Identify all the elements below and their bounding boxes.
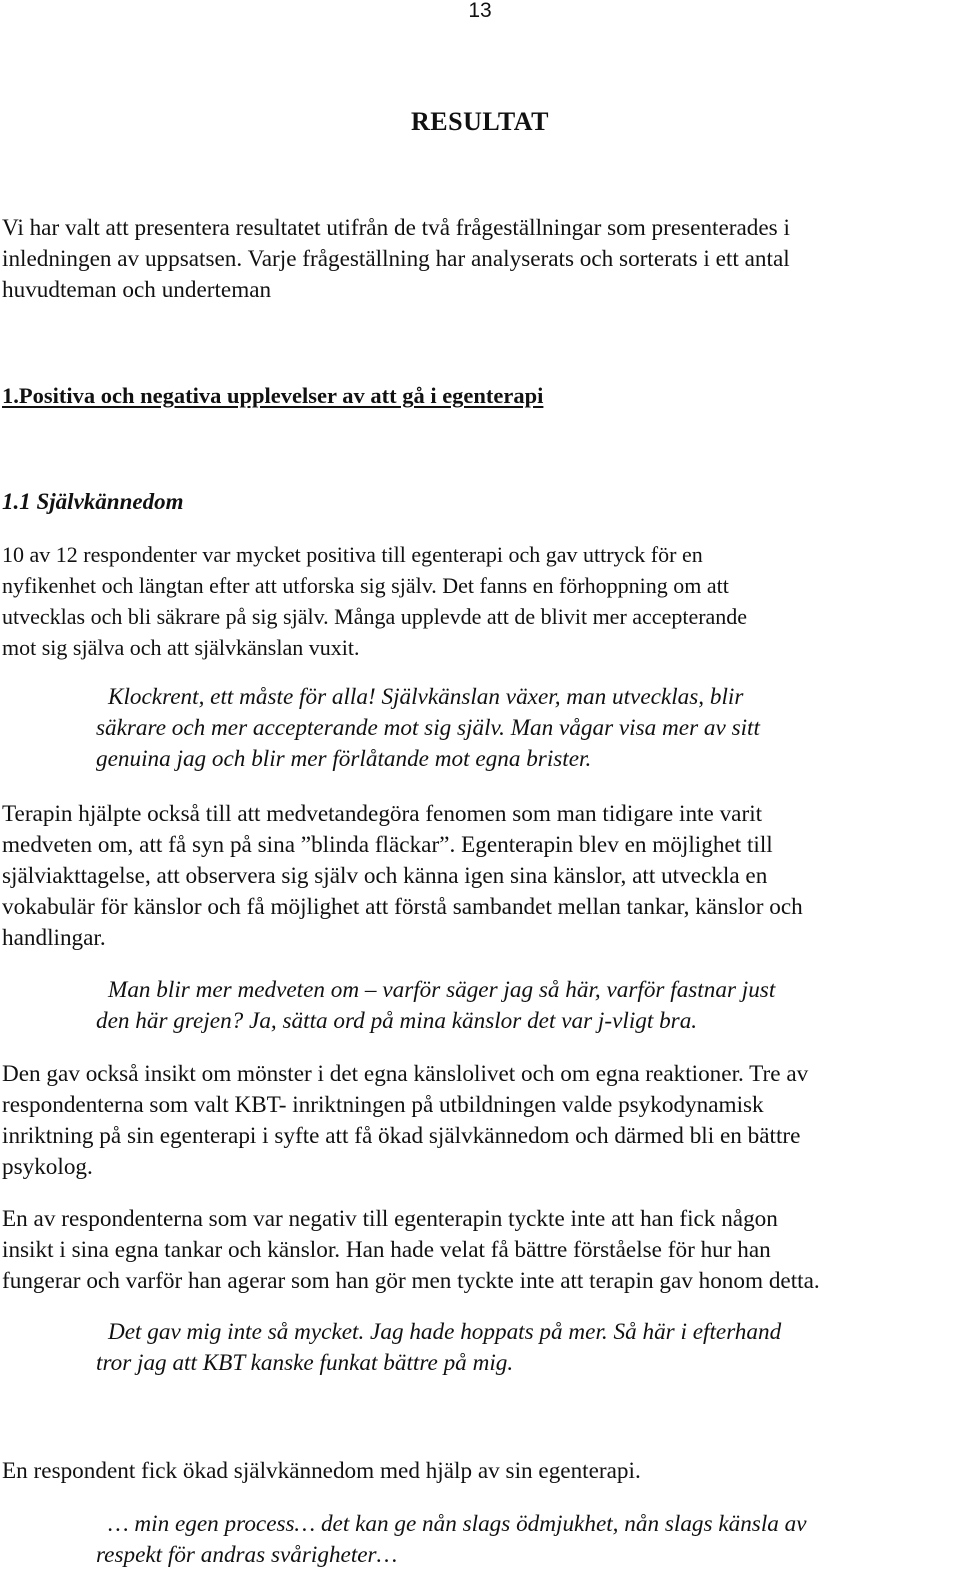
subsection-heading: 1.1 Självkännedom xyxy=(2,489,184,514)
paragraph-5 xyxy=(2,1456,952,1487)
section-heading: 1.Positiva och negativa upplevelser av att gå i egenterapi xyxy=(2,383,544,408)
quote-line: Det gav mig inte så mycket. Jag hade hoppats på mer. Så här i efterhand xyxy=(108,1319,782,1345)
paragraph-4 xyxy=(2,1204,952,1297)
intro-paragraph xyxy=(2,213,952,306)
quote-3 xyxy=(96,1317,946,1379)
paragraph-line: En av respondenterna som var negativ till egenterapin tyckte inte att han fick någon xyxy=(2,1206,778,1232)
paragraph-line: nyfikenhet och längtan efter att utforska sig själv. Det fanns en förhoppning om att xyxy=(2,573,729,598)
paragraph-line: psykolog. xyxy=(2,1154,93,1180)
page-number: 13 xyxy=(468,0,492,22)
paragraph-line: medveten om, att få syn på sina ”blinda fläckar”. Egenterapin blev en möjlighet till xyxy=(2,832,773,858)
page-title: RESULTAT xyxy=(411,107,549,136)
paragraph-line: Terapin hjälpte också till att medvetandegöra fenomen som man tidigare inte varit xyxy=(2,801,763,827)
quote-line: … min egen process… det kan ge nån slags ödmjukhet, nån slags känsla av xyxy=(108,1511,807,1537)
quote-line: den här grejen? Ja, sätta ord på mina känslor det var j-vligt bra. xyxy=(96,1008,698,1034)
paragraph-2 xyxy=(2,799,952,954)
paragraph-line: En respondent fick ökad självkännedom med hjälp av sin egenterapi. xyxy=(2,1458,641,1484)
paragraph-1 xyxy=(2,539,952,663)
paragraph-line: insikt i sina egna tankar och känslor. Han hade velat få bättre förståelse för hur han xyxy=(2,1237,771,1263)
quote-1 xyxy=(96,682,946,775)
paragraph-line: själviakttagelse, att observera sig själv och känna igen sina känslor, att utveckla en xyxy=(2,863,768,889)
paragraph-3 xyxy=(2,1059,952,1183)
intro-line: Vi har valt att presentera resultatet utifrån de två frågeställningar som presenterades i xyxy=(2,215,790,241)
quote-4 xyxy=(96,1509,946,1571)
quote-line: genuina jag och blir mer förlåtande mot egna brister. xyxy=(96,746,592,772)
quote-line: respekt för andras svårigheter… xyxy=(96,1542,398,1568)
paragraph-line: inriktning på sin egenterapi i syfte att få ökad självkännedom och därmed bli en bättre xyxy=(2,1123,801,1149)
paragraph-line: mot sig själva och att självkänslan vuxit. xyxy=(2,635,360,660)
paragraph-line: vokabulär för känslor och få möjlighet att förstå sambandet mellan tankar, känslor och xyxy=(2,894,803,920)
intro-line: inledningen av uppsatsen. Varje frågeställning har analyserats och sorterats i ett antal xyxy=(2,246,790,272)
quote-line: säkrare och mer accepterande mot sig själv. Man vågar visa mer av sitt xyxy=(96,715,760,741)
quote-2 xyxy=(96,975,946,1037)
paragraph-line: respondenterna som valt KBT- inriktningen på utbildningen valde psykodynamisk xyxy=(2,1092,764,1118)
paragraph-line: fungerar och varför han agerar som han gör men tyckte inte att terapin gav honom detta. xyxy=(2,1268,820,1294)
quote-line: tror jag att KBT kanske funkat bättre på mig. xyxy=(96,1350,514,1376)
paragraph-line: handlingar. xyxy=(2,925,106,951)
quote-line: Klockrent, ett måste för alla! Självkänslan växer, man utvecklas, blir xyxy=(108,684,744,710)
quote-line: Man blir mer medveten om – varför säger jag så här, varför fastnar just xyxy=(108,977,776,1003)
paragraph-line: Den gav också insikt om mönster i det egna känslolivet och om egna reaktioner. Tre av xyxy=(2,1061,809,1087)
intro-line: huvudteman och underteman xyxy=(2,277,272,303)
paragraph-line: 10 av 12 respondenter var mycket positiva till egenterapi och gav uttryck för en xyxy=(2,542,703,567)
paragraph-line: utvecklas och bli säkrare på sig själv. Många upplevde att de blivit mer accepterande xyxy=(2,604,748,629)
